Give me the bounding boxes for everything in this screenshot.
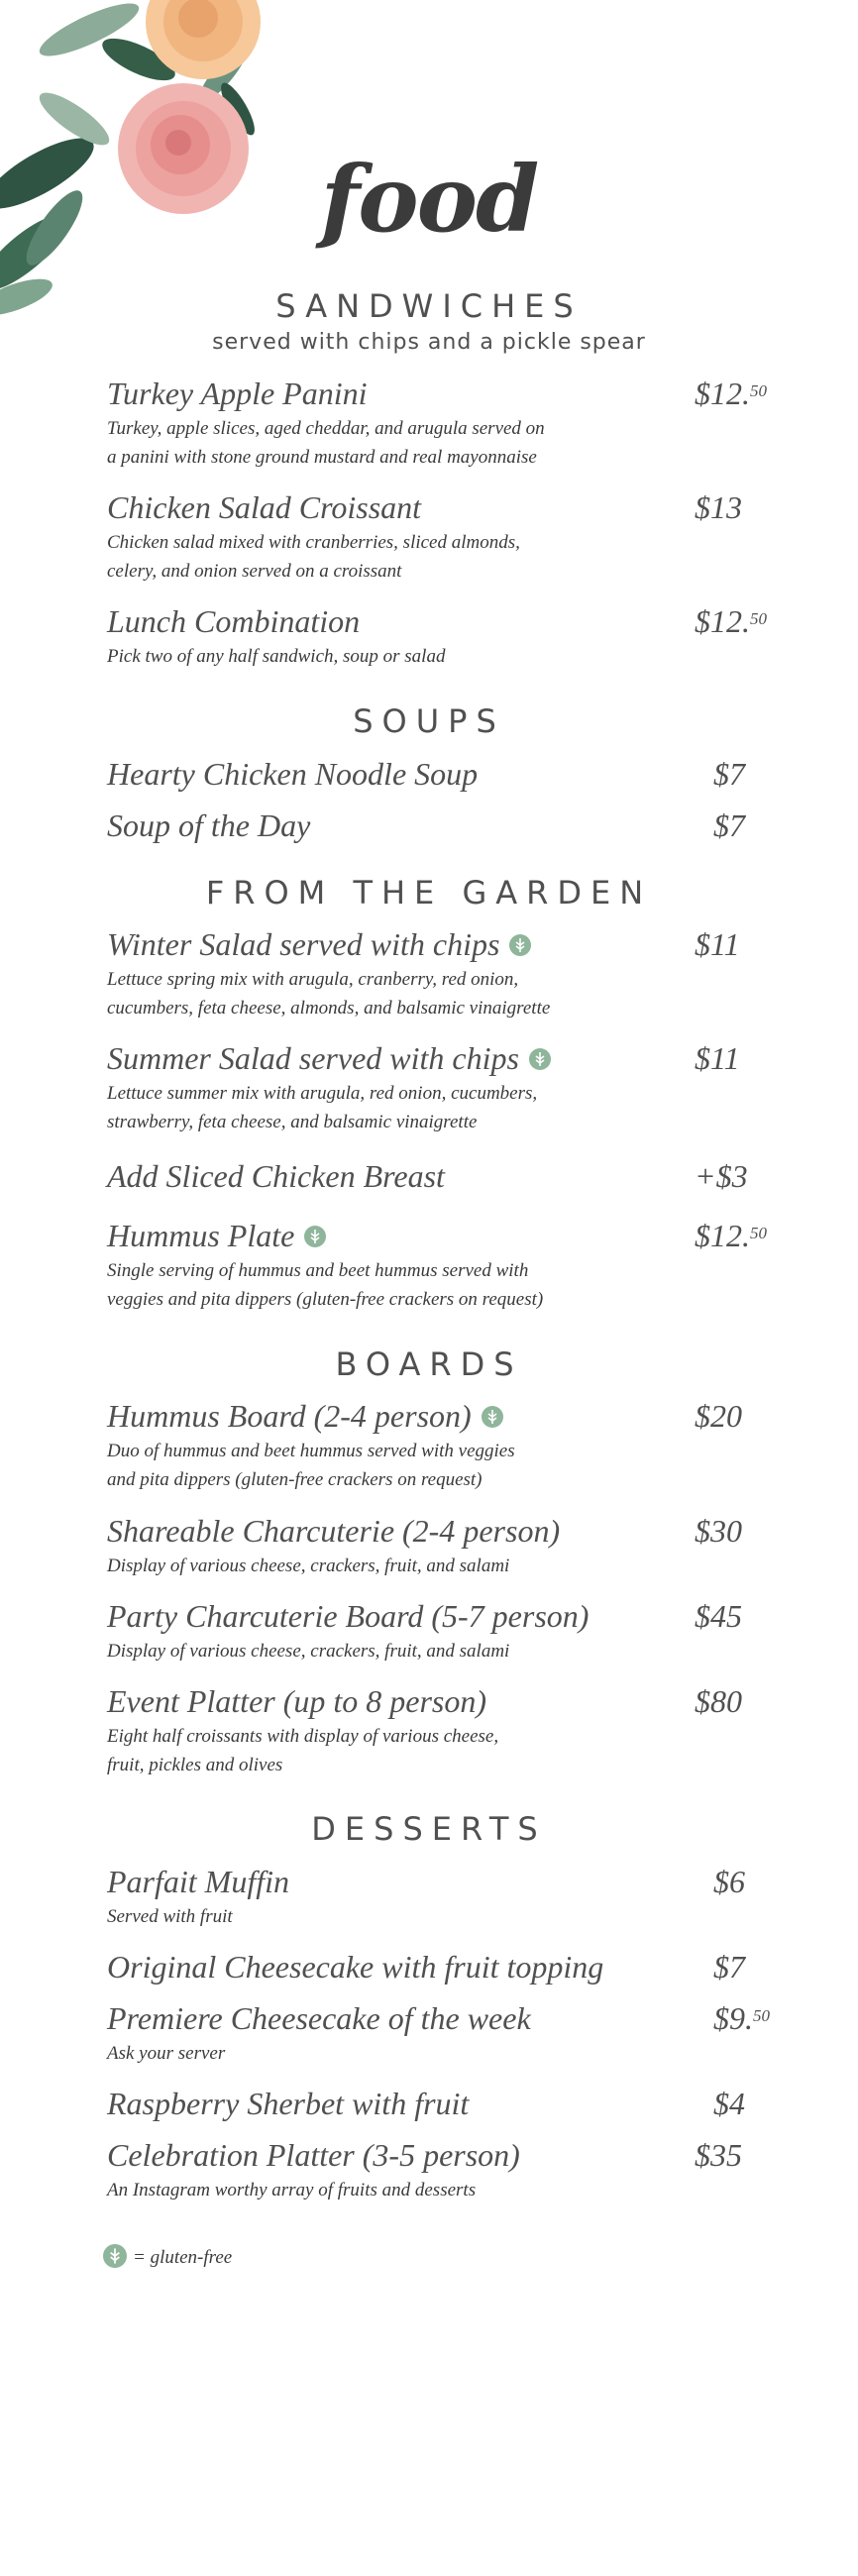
item-name: Add Sliced Chicken Breast: [107, 1158, 445, 1194]
item-price: $30: [695, 1513, 742, 1549]
item-name: Summer Salad served with chips: [107, 1039, 791, 1077]
item-description: Turkey, apple slices, aged cheddar, and arugula served on a panini with stone ground mustard and real mayonnaise: [107, 418, 545, 468]
item-name: Hummus Plate: [107, 1217, 791, 1254]
menu-item: [107, 1397, 791, 1494]
item-name: Winter Salad served with chips: [107, 925, 791, 963]
item-price: $9.50: [713, 2000, 770, 2036]
item-name: Event Platter (up to 8 person): [107, 1683, 487, 1719]
item-price: $20: [695, 1398, 742, 1434]
section-title-boards: BOARDS: [335, 1345, 523, 1383]
menu-item: [107, 2136, 791, 2204]
menu-item: [107, 806, 791, 844]
item-description: Display of various cheese, crackers, fruit, and salami: [107, 1641, 510, 1662]
menu-item: [107, 1039, 791, 1136]
menu-item: [107, 2085, 791, 2122]
item-price: $80: [695, 1683, 742, 1719]
menu-item: [107, 1217, 791, 1314]
item-price: $35: [695, 2137, 742, 2173]
item-price: $11: [695, 1040, 740, 1076]
item-price: $12.50: [695, 1218, 767, 1253]
item-price: $7: [713, 807, 745, 843]
menu-item: [107, 1597, 791, 1665]
menu-item: [107, 1999, 791, 2068]
item-name: Chicken Salad Croissant: [107, 489, 422, 525]
menu-item: [107, 375, 791, 472]
item-description: Chicken salad mixed with cranberries, sliced almonds, celery, and onion served on a croissant: [107, 532, 520, 582]
item-description: Single serving of hummus and beet hummus served with veggies and pita dippers (gluten-free crackers on request): [107, 1260, 544, 1310]
item-name: Original Cheesecake with fruit topping: [107, 1949, 604, 1985]
menu-item: [107, 488, 791, 586]
menu-item: [107, 1682, 791, 1779]
item-price: $7: [713, 756, 745, 792]
item-description: Duo of hummus and beet hummus served with veggies and pita dippers (gluten-free crackers on request): [107, 1441, 515, 1490]
gluten-free-icon: [304, 1226, 326, 1247]
menu-item: [107, 755, 791, 793]
menu-item: [107, 925, 791, 1022]
menu-title: food: [320, 146, 538, 253]
section-subtitle-sandwiches: served with chips and a pickle spear: [212, 330, 646, 355]
item-price: +$3: [695, 1158, 748, 1194]
item-name: Turkey Apple Panini: [107, 376, 368, 411]
item-description: Display of various cheese, crackers, fruit, and salami: [107, 1556, 510, 1576]
gluten-free-icon: [482, 1406, 503, 1428]
item-description: Ask your server: [107, 2043, 226, 2064]
menu-item: [107, 1512, 791, 1580]
item-description: Served with fruit: [107, 1906, 233, 1927]
gluten-free-icon: [509, 934, 531, 956]
section-title-soups: SOUPS: [353, 702, 505, 740]
item-price: $6: [713, 1864, 745, 1899]
item-description: Lettuce spring mix with arugula, cranberry, red onion, cucumbers, feta cheese, almonds, and balsamic vinaigrette: [107, 969, 551, 1019]
item-price: $12.50: [695, 376, 767, 411]
item-price: $45: [695, 1598, 742, 1634]
item-name: Premiere Cheesecake of the week: [107, 2000, 531, 2036]
gluten-free-icon: [529, 1048, 551, 1070]
item-description: An Instagram worthy array of fruits and desserts: [107, 2180, 477, 2200]
item-name: Shareable Charcuterie (2-4 person): [107, 1513, 561, 1549]
item-price: $7: [713, 1949, 745, 1985]
item-price: $12.50: [695, 603, 767, 639]
menu-item: [107, 602, 791, 671]
gluten-free-legend: = gluten-free: [103, 2245, 232, 2271]
section-title-sandwiches: SANDWICHES: [275, 287, 583, 325]
menu-item: [107, 1157, 791, 1195]
section-title-garden: FROM THE GARDEN: [205, 874, 653, 912]
item-price: $4: [713, 2086, 745, 2121]
item-price: $13: [695, 489, 742, 525]
gluten-free-icon: [103, 2244, 127, 2268]
menu-item: [107, 1948, 791, 1986]
menu-item: [107, 1863, 791, 1931]
section-title-desserts: DESSERTS: [311, 1810, 547, 1848]
item-price: $11: [695, 926, 740, 962]
item-name: Parfait Muffin: [107, 1864, 289, 1899]
item-name: Soup of the Day: [107, 807, 311, 843]
item-name: Lunch Combination: [107, 603, 361, 639]
item-name: Party Charcuterie Board (5-7 person): [107, 1598, 590, 1634]
item-description: Lettuce summer mix with arugula, red onion, cucumbers, strawberry, feta cheese, and balsamic vinaigrette: [107, 1083, 538, 1132]
item-name: Celebration Platter (3-5 person): [107, 2137, 520, 2173]
item-name: Raspberry Sherbet with fruit: [107, 2086, 470, 2121]
item-description: Pick two of any half sandwich, soup or salad: [107, 646, 446, 667]
item-name: Hummus Board (2-4 person): [107, 1397, 791, 1435]
item-name: Hearty Chicken Noodle Soup: [107, 756, 479, 792]
item-description: Eight half croissants with display of various cheese, fruit, pickles and olives: [107, 1726, 499, 1775]
